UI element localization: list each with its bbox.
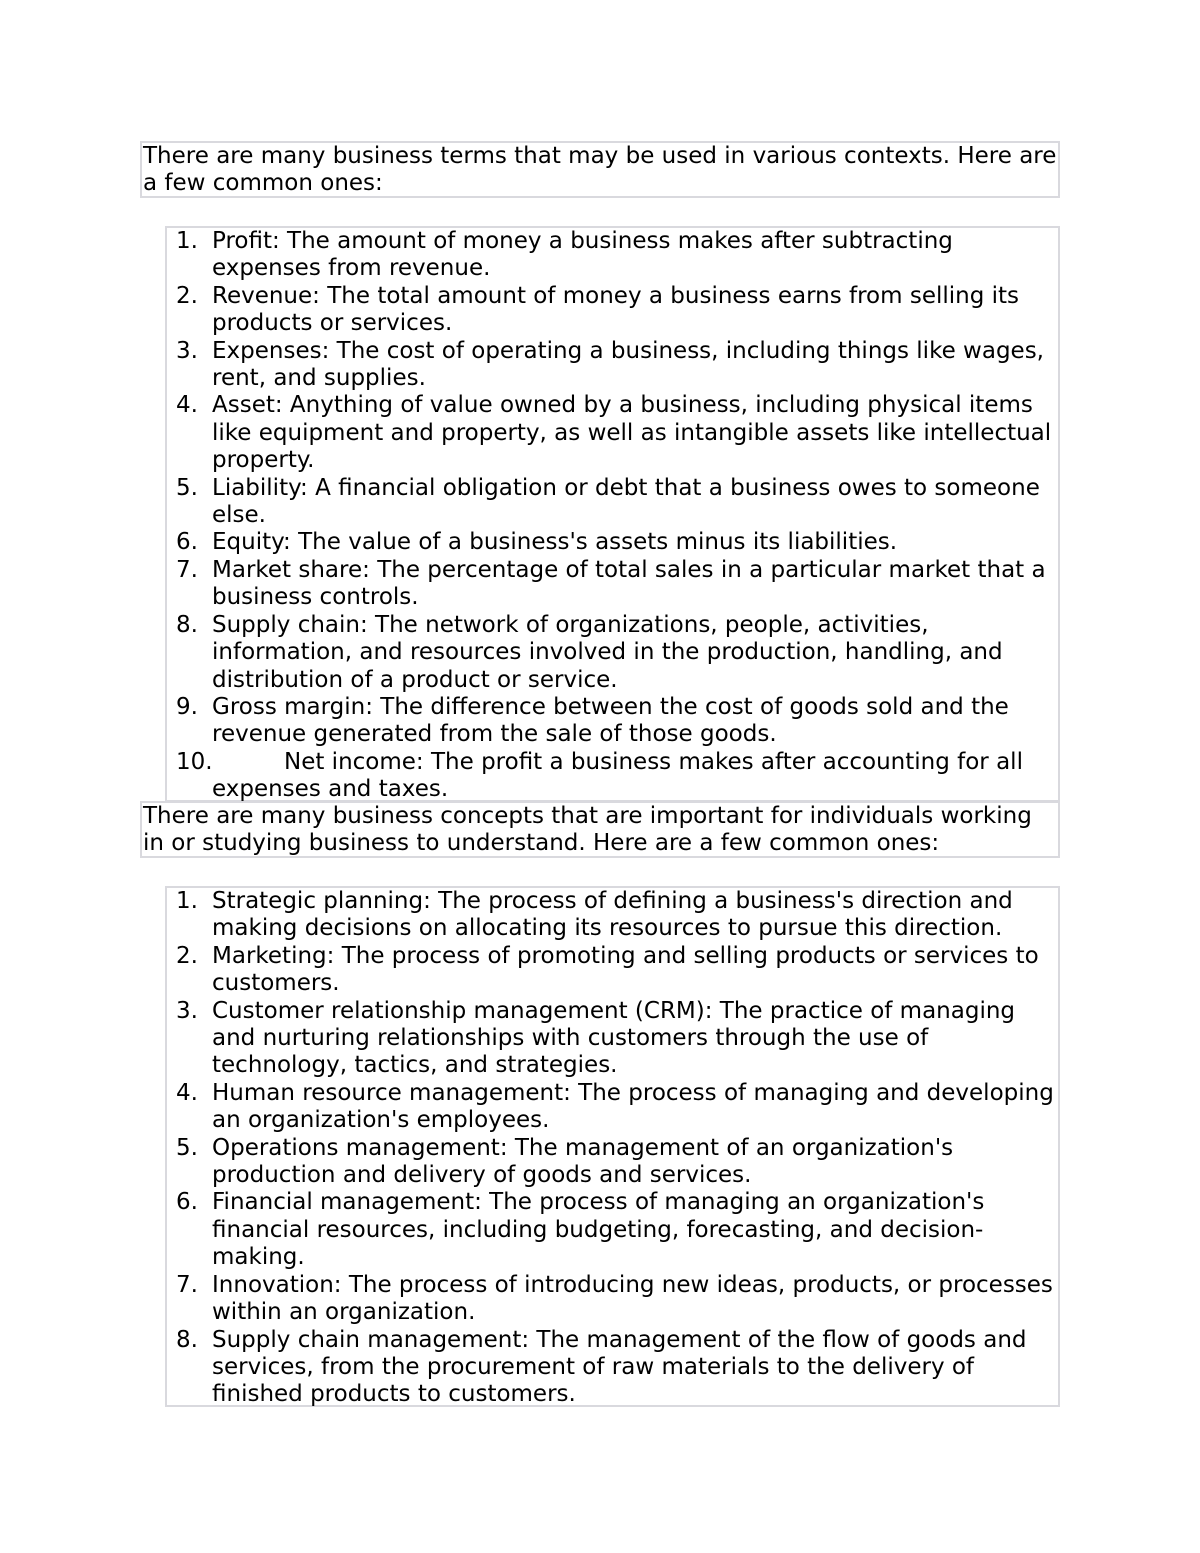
- list-item: [167, 475, 1058, 530]
- intro-paragraph-terms: There are many business terms that may be used in various contexts. Here are a few common ones:: [143, 143, 1057, 197]
- list-item: [167, 998, 1058, 1080]
- list-item-number: 8.: [176, 611, 198, 638]
- list-item-text: Supply chain: The network of organizations, people, activities, information, and resources involved in the production, handling, and distribution of a product or service.: [212, 611, 1003, 693]
- concepts-list-box: [165, 886, 1060, 1407]
- list-item: [167, 1189, 1058, 1271]
- list-item: [167, 392, 1058, 474]
- list-item-text: Net income: The profit a business makes after accounting for all expenses and taxes.: [212, 748, 1023, 803]
- list-item-text: Gross margin: The difference between the cost of goods sold and the revenue generated from the sale of those goods.: [212, 693, 1009, 748]
- list-item-number: 1.: [176, 888, 198, 914]
- intro-box-terms: [140, 141, 1060, 198]
- list-item: [167, 338, 1058, 393]
- list-item-text: Operations management: The management of an organization's production and delivery of goods and services.: [212, 1134, 954, 1189]
- intro-box-concepts: [140, 801, 1060, 858]
- list-item-number: 3.: [176, 997, 198, 1024]
- list-item-number: 7.: [176, 1271, 198, 1298]
- list-item: [167, 283, 1058, 338]
- list-item: [167, 1135, 1058, 1190]
- list-item: [167, 749, 1058, 804]
- list-item-number: 5.: [176, 474, 198, 501]
- list-item-text: Liability: A financial obligation or debt that a business owes to someone else.: [212, 474, 1040, 529]
- list-item-number: 2.: [176, 942, 198, 969]
- list-item-text: Supply chain management: The management of the flow of goods and services, from the procurement of raw materials to the delivery of finished products to customers.: [212, 1326, 1027, 1408]
- list-item: [167, 1080, 1058, 1135]
- list-item-number: 2.: [176, 282, 198, 309]
- list-item-number: 6.: [176, 529, 198, 556]
- list-item-number: 9.: [176, 693, 198, 720]
- list-item-text: Marketing: The process of promoting and selling products or services to customers.: [212, 942, 1039, 997]
- list-item-text: Revenue: The total amount of money a business earns from selling its products or services.: [212, 282, 1020, 337]
- list-item-text: Market share: The percentage of total sales in a particular market that a business controls.: [212, 556, 1046, 611]
- list-item: [167, 529, 1058, 556]
- terms-list: [167, 228, 1058, 804]
- list-item-text: Equity: The value of a business's assets minus its liabilities.: [212, 529, 898, 556]
- list-item-text: Strategic planning: The process of defining a business's direction and making decisions on allocating its resources to pursue this direction.: [212, 888, 1013, 942]
- list-item-text: Profit: The amount of money a business makes after subtracting expenses from revenue.: [212, 228, 953, 282]
- intro-paragraph-concepts: There are many business concepts that are important for individuals working in or studying business to understand. Here are a few common ones:: [143, 803, 1032, 857]
- list-item: [167, 1272, 1058, 1327]
- list-item-number: 7.: [176, 556, 198, 583]
- concepts-list: [167, 888, 1058, 1409]
- list-item-text: Customer relationship management (CRM): The practice of managing and nurturing relationships with customers through the use of technology, tactics, and strategies.: [212, 997, 1016, 1079]
- list-item: [167, 612, 1058, 694]
- list-item-number: 8.: [176, 1326, 198, 1353]
- list-item-text: Financial management: The process of managing an organization's financial resources, including budgeting, forecasting, and decision-making.: [212, 1189, 985, 1271]
- list-item: [167, 694, 1058, 749]
- list-item-number: 3.: [176, 337, 198, 364]
- list-item: [167, 888, 1058, 943]
- list-item-text: Expenses: The cost of operating a business, including things like wages, rent, and supplies.: [212, 337, 1044, 392]
- list-item-text: Innovation: The process of introducing new ideas, products, or processes within an organization.: [212, 1271, 1053, 1326]
- list-item-number: 4.: [176, 392, 198, 419]
- list-item-text: Asset: Anything of value owned by a business, including physical items like equipment and property, as well as intangible assets like intellectual property.: [212, 392, 1052, 474]
- list-item-text: Human resource management: The process of managing and developing an organization's employees.: [212, 1079, 1054, 1134]
- list-item-number: 5.: [176, 1134, 198, 1161]
- list-item-number: 1.: [176, 228, 198, 254]
- list-item: [167, 228, 1058, 283]
- list-item: [167, 557, 1058, 612]
- list-item: [167, 1327, 1058, 1409]
- list-item-number: 10.: [176, 748, 213, 775]
- terms-list-box: [165, 226, 1060, 802]
- list-item-number: 6.: [176, 1189, 198, 1216]
- list-item: [167, 943, 1058, 998]
- list-item-number: 4.: [176, 1079, 198, 1106]
